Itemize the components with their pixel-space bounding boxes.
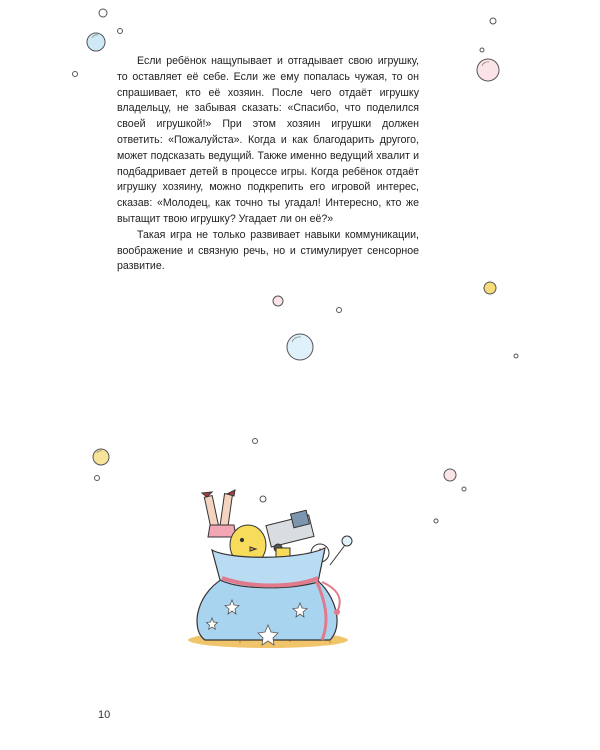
paragraph-1: Если ребёнок нащупывает и отгадывает свою игрушку, то оставляет её себе. Если же ему попалась чужая, то он спрашивает, кто её хозяин. После чего отдаёт игрушку владельцу, не забывая сказать: «Спасибо, что поделился своей игрушкой!» При этом хозяин игрушки должен ответить: «Пожалуйста». Когда и как благодарить другого, может подсказать ведущий. Также именно ведущий хвалит и подбадривает детей в процессе игры. Когда ребёнок отдаёт игрушку хозяину, можно подкрепить его игровой интерес, сказав: «Молодец, как точно ты угадал! Интересно, кто же вытащит твою игрушку? Угадает ли он её?»	[117, 55, 419, 225]
ribbon-bead-icon	[334, 609, 340, 615]
page-number: 10	[98, 709, 111, 721]
paragraph-2: Такая игра не только развивает навыки коммуникации, воображение и связную речь, но и стимулирует сенсорное развитие.	[117, 228, 419, 273]
